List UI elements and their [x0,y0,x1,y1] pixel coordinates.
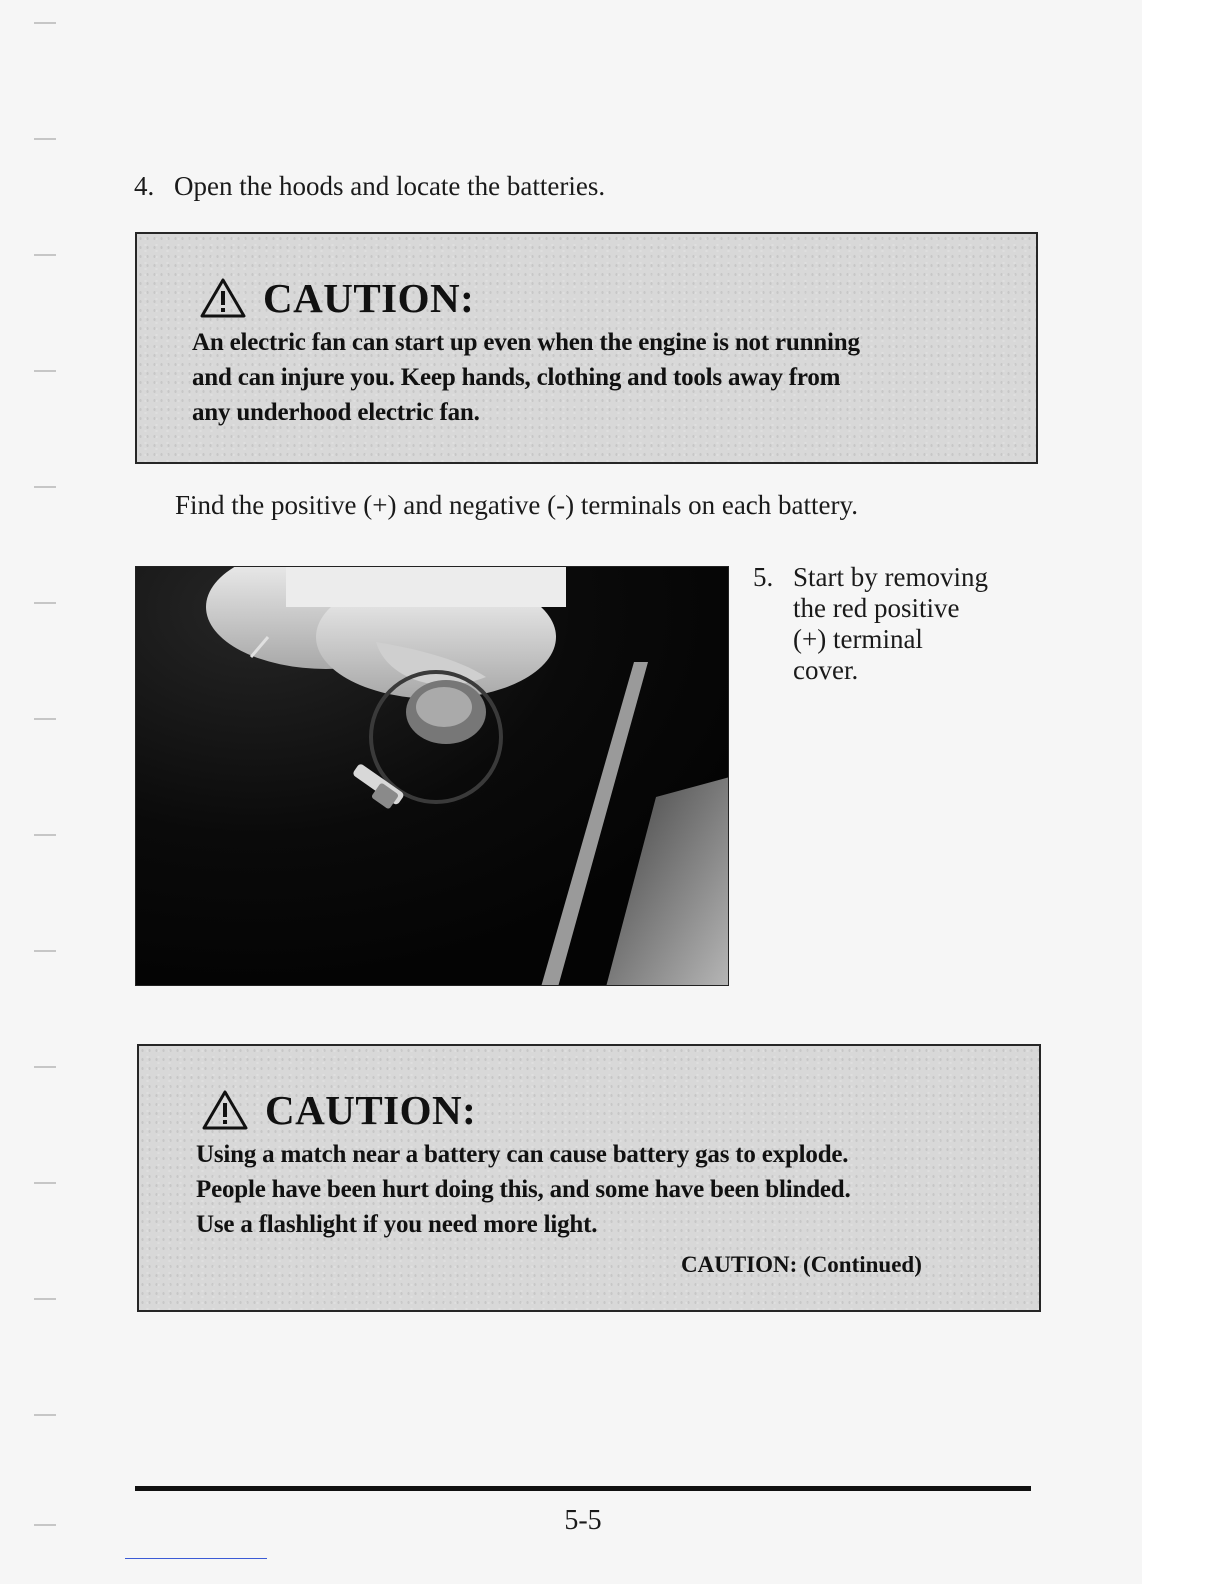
step-number: 4. [134,171,155,201]
caution-body [192,325,860,430]
step-number: 5. [753,562,774,592]
caution-line: Use a flashlight if you need more light. [196,1211,598,1238]
step-text: Open the hoods and locate the batteries. [174,171,606,201]
caution-heading-text: CAUTION: [263,275,475,321]
terminals-paragraph: Find the positive (+) and negative (-) terminals on each battery. [175,490,859,520]
step-line: (+) terminal [793,624,923,654]
battery-terminal-photo [135,566,729,986]
caution-heading [199,274,474,322]
margin-tick [34,602,56,604]
margin-tick [34,1298,56,1300]
caution-heading [201,1086,476,1134]
caution-heading-text: CAUTION: [265,1087,477,1133]
margin-tick [34,718,56,720]
photo-illustration [136,567,729,986]
caution-box-battery [137,1044,1041,1312]
caution-line: and can injure you. Keep hands, clothing and tools away from [192,364,841,391]
bottom-link-underline [125,1558,267,1559]
caution-continued: CAUTION: (Continued) [681,1252,922,1277]
margin-tick [34,1414,56,1416]
page-number: 5-5 [564,1505,602,1536]
margin-tick [34,950,56,952]
warning-triangle-icon [201,1089,249,1131]
step-line: Start by removing [793,562,988,592]
step-line: cover. [793,655,859,685]
margin-tick [34,254,56,256]
margin-tick [34,370,56,372]
caution-body [196,1137,851,1242]
caution-line: any underhood electric fan. [192,399,480,426]
margin-tick [34,138,56,140]
margin-tick [34,22,56,24]
caution-box-fan [135,232,1038,464]
caution-line: People have been hurt doing this, and some have been blinded. [196,1176,851,1203]
footer-rule [135,1486,1031,1491]
step-line: the red positive [793,593,960,623]
step-text [793,562,1033,686]
warning-triangle-icon [199,277,247,319]
caution-line: Using a match near a battery can cause battery gas to explode. [196,1141,849,1168]
margin-tick [34,834,56,836]
margin-tick [34,1066,56,1068]
caution-line: An electric fan can start up even when the engine is not running [192,329,860,356]
margin-tick [34,1182,56,1184]
margin-tick [34,486,56,488]
